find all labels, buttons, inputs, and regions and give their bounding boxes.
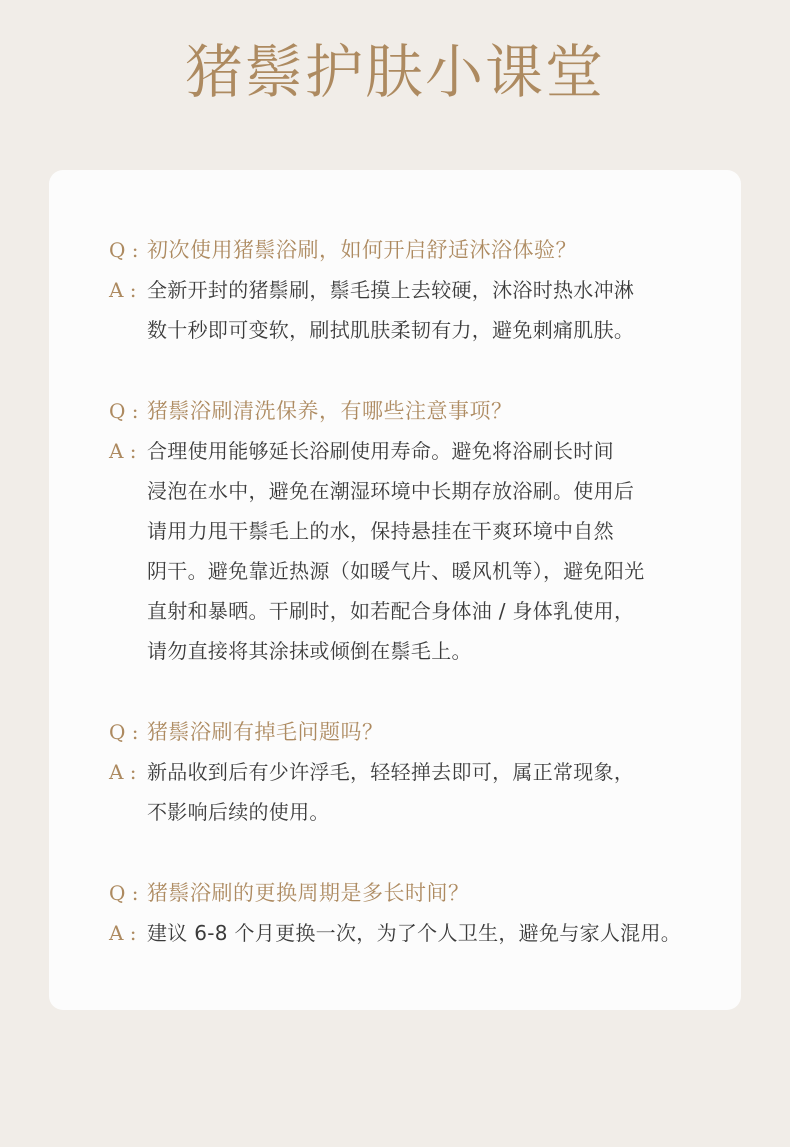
answer-line: 请用力甩干鬃毛上的水，保持悬挂在干爽环境中自然 bbox=[147, 519, 614, 543]
answer-line: 请勿直接将其涂抹或倾倒在鬃毛上。 bbox=[147, 639, 472, 663]
answer-line: 不影响后续的使用。 bbox=[147, 800, 330, 824]
answer-marker: A : bbox=[109, 760, 137, 784]
answer-row bbox=[109, 270, 729, 350]
answer-line: 直射和暴晒。干刷时，如若配合身体油 / 身体乳使用， bbox=[147, 599, 635, 623]
answer-line: 新品收到后有少许浮毛，轻轻掸去即可，属正常现象， bbox=[147, 760, 635, 784]
answer-line: 数十秒即可变软，刷拭肌肤柔韧有力，避免刺痛肌肤。 bbox=[147, 318, 635, 342]
question-marker: Q : bbox=[109, 238, 139, 262]
answer-line: 建议 6-8 个月更换一次，为了个人卫生，避免与家人混用。 bbox=[147, 921, 682, 945]
faq-item-cleaning-care bbox=[109, 391, 729, 671]
answer-row bbox=[109, 431, 729, 671]
answer-row bbox=[109, 913, 729, 953]
question-marker: Q : bbox=[109, 399, 139, 423]
faq-list bbox=[109, 230, 729, 994]
faq-item-shedding bbox=[109, 712, 729, 832]
answer-line: 合理使用能够延长浴刷使用寿命。避免将浴刷长时间 bbox=[147, 439, 614, 463]
faq-card bbox=[49, 170, 741, 1010]
answer-line: 阴干。避免靠近热源（如暖气片、暖风机等），避免阳光 bbox=[147, 559, 645, 583]
question-marker: Q : bbox=[109, 881, 139, 905]
answer-marker: A : bbox=[109, 439, 137, 463]
question-row bbox=[109, 712, 729, 752]
answer-marker: A : bbox=[109, 278, 137, 302]
answer-marker: A : bbox=[109, 921, 137, 945]
page-title: 猪鬃护肤小课堂 bbox=[184, 38, 605, 106]
question-row bbox=[109, 391, 729, 431]
answer-text bbox=[147, 270, 707, 350]
question-text: 初次使用猪鬃浴刷，如何开启舒适沐浴体验？ bbox=[147, 238, 577, 262]
faq-item-first-use bbox=[109, 230, 729, 350]
answer-text bbox=[147, 752, 707, 832]
question-row bbox=[109, 230, 729, 270]
answer-line: 全新开封的猪鬃刷，鬃毛摸上去较硬，沐浴时热水冲淋 bbox=[147, 278, 635, 302]
question-text: 猪鬃浴刷的更换周期是多长时间？ bbox=[147, 881, 470, 905]
question-row bbox=[109, 873, 729, 913]
answer-text bbox=[147, 913, 707, 953]
answer-text bbox=[147, 431, 707, 671]
answer-line: 浸泡在水中，避免在潮湿环境中长期存放浴刷。使用后 bbox=[147, 479, 635, 503]
question-text: 猪鬃浴刷有掉毛问题吗？ bbox=[147, 720, 384, 744]
faq-item-replacement-cycle bbox=[109, 873, 729, 953]
question-marker: Q : bbox=[109, 720, 139, 744]
question-text: 猪鬃浴刷清洗保养，有哪些注意事项？ bbox=[147, 399, 513, 423]
answer-row bbox=[109, 752, 729, 832]
